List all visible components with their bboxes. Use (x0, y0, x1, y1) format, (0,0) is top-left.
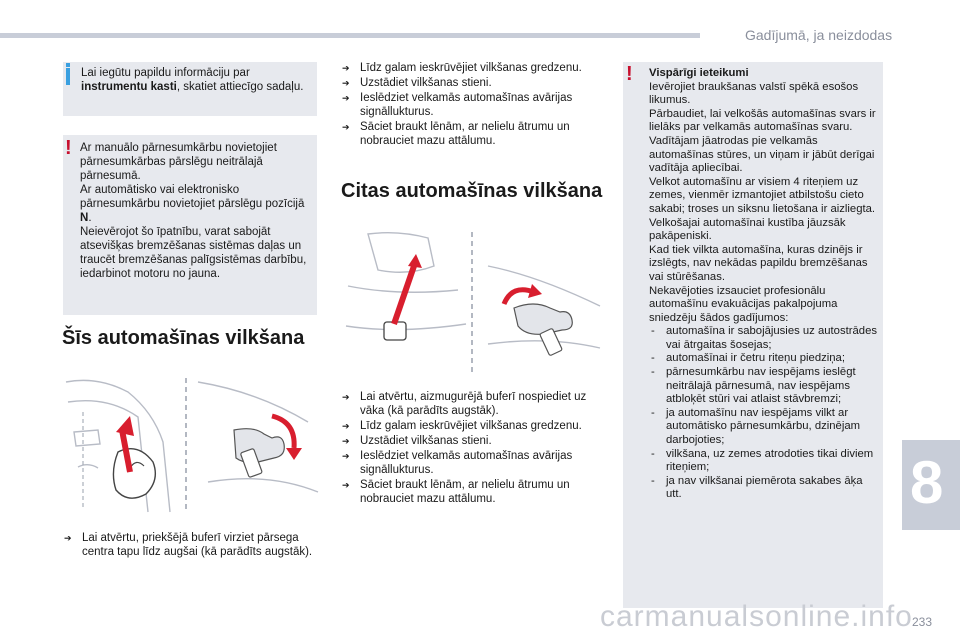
watermark: carmanualsonline.info (600, 600, 913, 633)
advice-warning-icon: ! (626, 63, 633, 85)
warning-line-auto (80, 183, 310, 225)
step-other-2: ➔ Līdz galam ieskrūvējiet vilkšanas gredzenu. (340, 419, 602, 433)
advice-paragraph-6: Kad tiek vilkta automašīna, kuras dzinējs ir izslēgts, nav nekādas papildu bremzēšanas vai stūrēšanas. (649, 243, 868, 283)
warning-box (63, 135, 317, 315)
info-text-before: Lai iegūtu papildu informāciju par (81, 67, 250, 79)
advice-list-item: - pārnesumkārbu nav iespējams ieslēgt neitrālajā pārnesumā, nav iespējams atbloķēt stūri vai atlaist stāvbremzi; (649, 366, 879, 407)
warning-line-manual: Ar manuālo pārnesumkārbu novietojiet pārnesumkārbas pārslēgu neitrālajā pārnesumā. (80, 142, 277, 182)
section-title-towing-this-car: Šīs automašīnas vilkšana (62, 327, 305, 349)
advice-list-item: - vilkšana, uz zemes atrodoties tikai diviem riteņiem; (649, 448, 879, 475)
caption-front-list (62, 531, 318, 560)
top-step-3: ➔ Ieslēdziet velkamās automašīnas avārijas signāllukturus. (340, 91, 602, 119)
advice-box (623, 62, 883, 608)
advice-list (649, 325, 879, 502)
info-box (63, 62, 317, 116)
chapter-header-title: Gadījumā, ja neizdodas (745, 27, 893, 43)
header-bar (0, 33, 700, 38)
info-icon (66, 68, 70, 85)
info-icon-dot (66, 63, 70, 67)
advice-paragraph-4: Velkot automašīnu ar visiem 4 riteņiem uz zemes, vienmēr izmantojiet atbilstošu cieto sakabi; troses un siksnu lietošana ir aizliegta. (649, 175, 876, 215)
top-step-4: ➔ Sāciet braukt lēnām, ar nelielu ātrumu un nobrauciet mazu attālumu. (340, 120, 602, 148)
info-text-bold: instrumentu kasti (81, 81, 177, 93)
rear-bumper-illustration (338, 226, 604, 378)
advice-paragraph-3: Vadītājam jāatrodas pie velkamās automašīnas stūres, un viņam ir jābūt derīgai vadītāja apliecībai. (649, 134, 875, 175)
info-text (81, 66, 309, 94)
advice-paragraph-7: Nekavējoties izsauciet profesionālu automašīnu evakuācijas pakalpojuma sniedzēju šādos gadījumos: (649, 284, 838, 324)
info-text-after: , skatiet attiecīgo sadaļu. (176, 81, 304, 93)
advice-list-item: - ja automašīnu nav iespējams vilkt ar automātisko pārnesumkārbu, dzinējam darbojoties; (649, 407, 879, 448)
advice-paragraph-5: Velkošajai automašīnai kustība jāuzsāk pakāpeniski. (649, 216, 846, 243)
warning-line-auto-text: Ar automātisko vai elektronisko pārnesumkārbu novietojiet pārslēgu pozīcijā (80, 184, 305, 210)
chapter-number: 8 (910, 449, 944, 516)
advice-list-item: - automašīna ir sabojājusies uz autostrādes vai ātrgaitas šosejas; (649, 325, 879, 352)
advice-list-item: - automašīnai ir četru riteņu piedziņa; (649, 352, 879, 366)
advice-title: Vispārīgi ieteikumi (649, 67, 749, 79)
advice-paragraph-1: Ievērojiet braukšanas valstī spēkā esošos likumus. (649, 80, 859, 107)
warning-text (80, 141, 310, 281)
caption-front: ➔ Lai atvērtu, priekšējā buferī virziet pārsega centra tapu līdz augšai (kā parādīts augstāk). (62, 531, 318, 559)
warning-line-auto-n: N (80, 212, 89, 224)
step-other-3: ➔ Uzstādiet vilkšanas stieni. (340, 434, 602, 448)
page-number: 233 (912, 615, 933, 629)
top-steps-list (340, 61, 602, 149)
advice-text (649, 67, 879, 502)
steps-other-car-list (340, 390, 602, 507)
advice-paragraph-2: Pārbaudiet, lai velkošās automašīnas svars ir lielāks par velkamās automašīnas svaru. (649, 107, 876, 134)
step-other-5: ➔ Sāciet braukt lēnām, ar nelielu ātrumu un nobrauciet mazu attālumu. (340, 478, 602, 506)
step-other-4: ➔ Ieslēdziet velkamās automašīnas avārijas signāllukturus. (340, 449, 602, 477)
warning-icon: ! (65, 137, 72, 159)
front-bumper-illustration (58, 372, 320, 518)
advice-list-item: - ja nav vilkšanai piemērota sakabes āķa utt. (649, 475, 879, 502)
section-title-towing-another-car: Citas automašīnas vilkšana (341, 180, 603, 202)
top-step-2: ➔ Uzstādiet vilkšanas stieni. (340, 76, 602, 90)
top-step-1: ➔ Līdz galam ieskrūvējiet vilkšanas gredzenu. (340, 61, 602, 75)
step-other-1: ➔ Lai atvērtu, aizmugurējā buferī nospiediet uz vāka (kā parādīts augstāk). (340, 390, 602, 418)
warning-line-auto-end: . (88, 212, 92, 224)
warning-line-consequence: Neievērojot šo īpatnību, varat sabojāt atsevišķas bremzēšanas sistēmas daļas un traucēt bremzēšanas palīgsistēmas darbību, iedarbinot motoru no jauna. (80, 226, 307, 280)
